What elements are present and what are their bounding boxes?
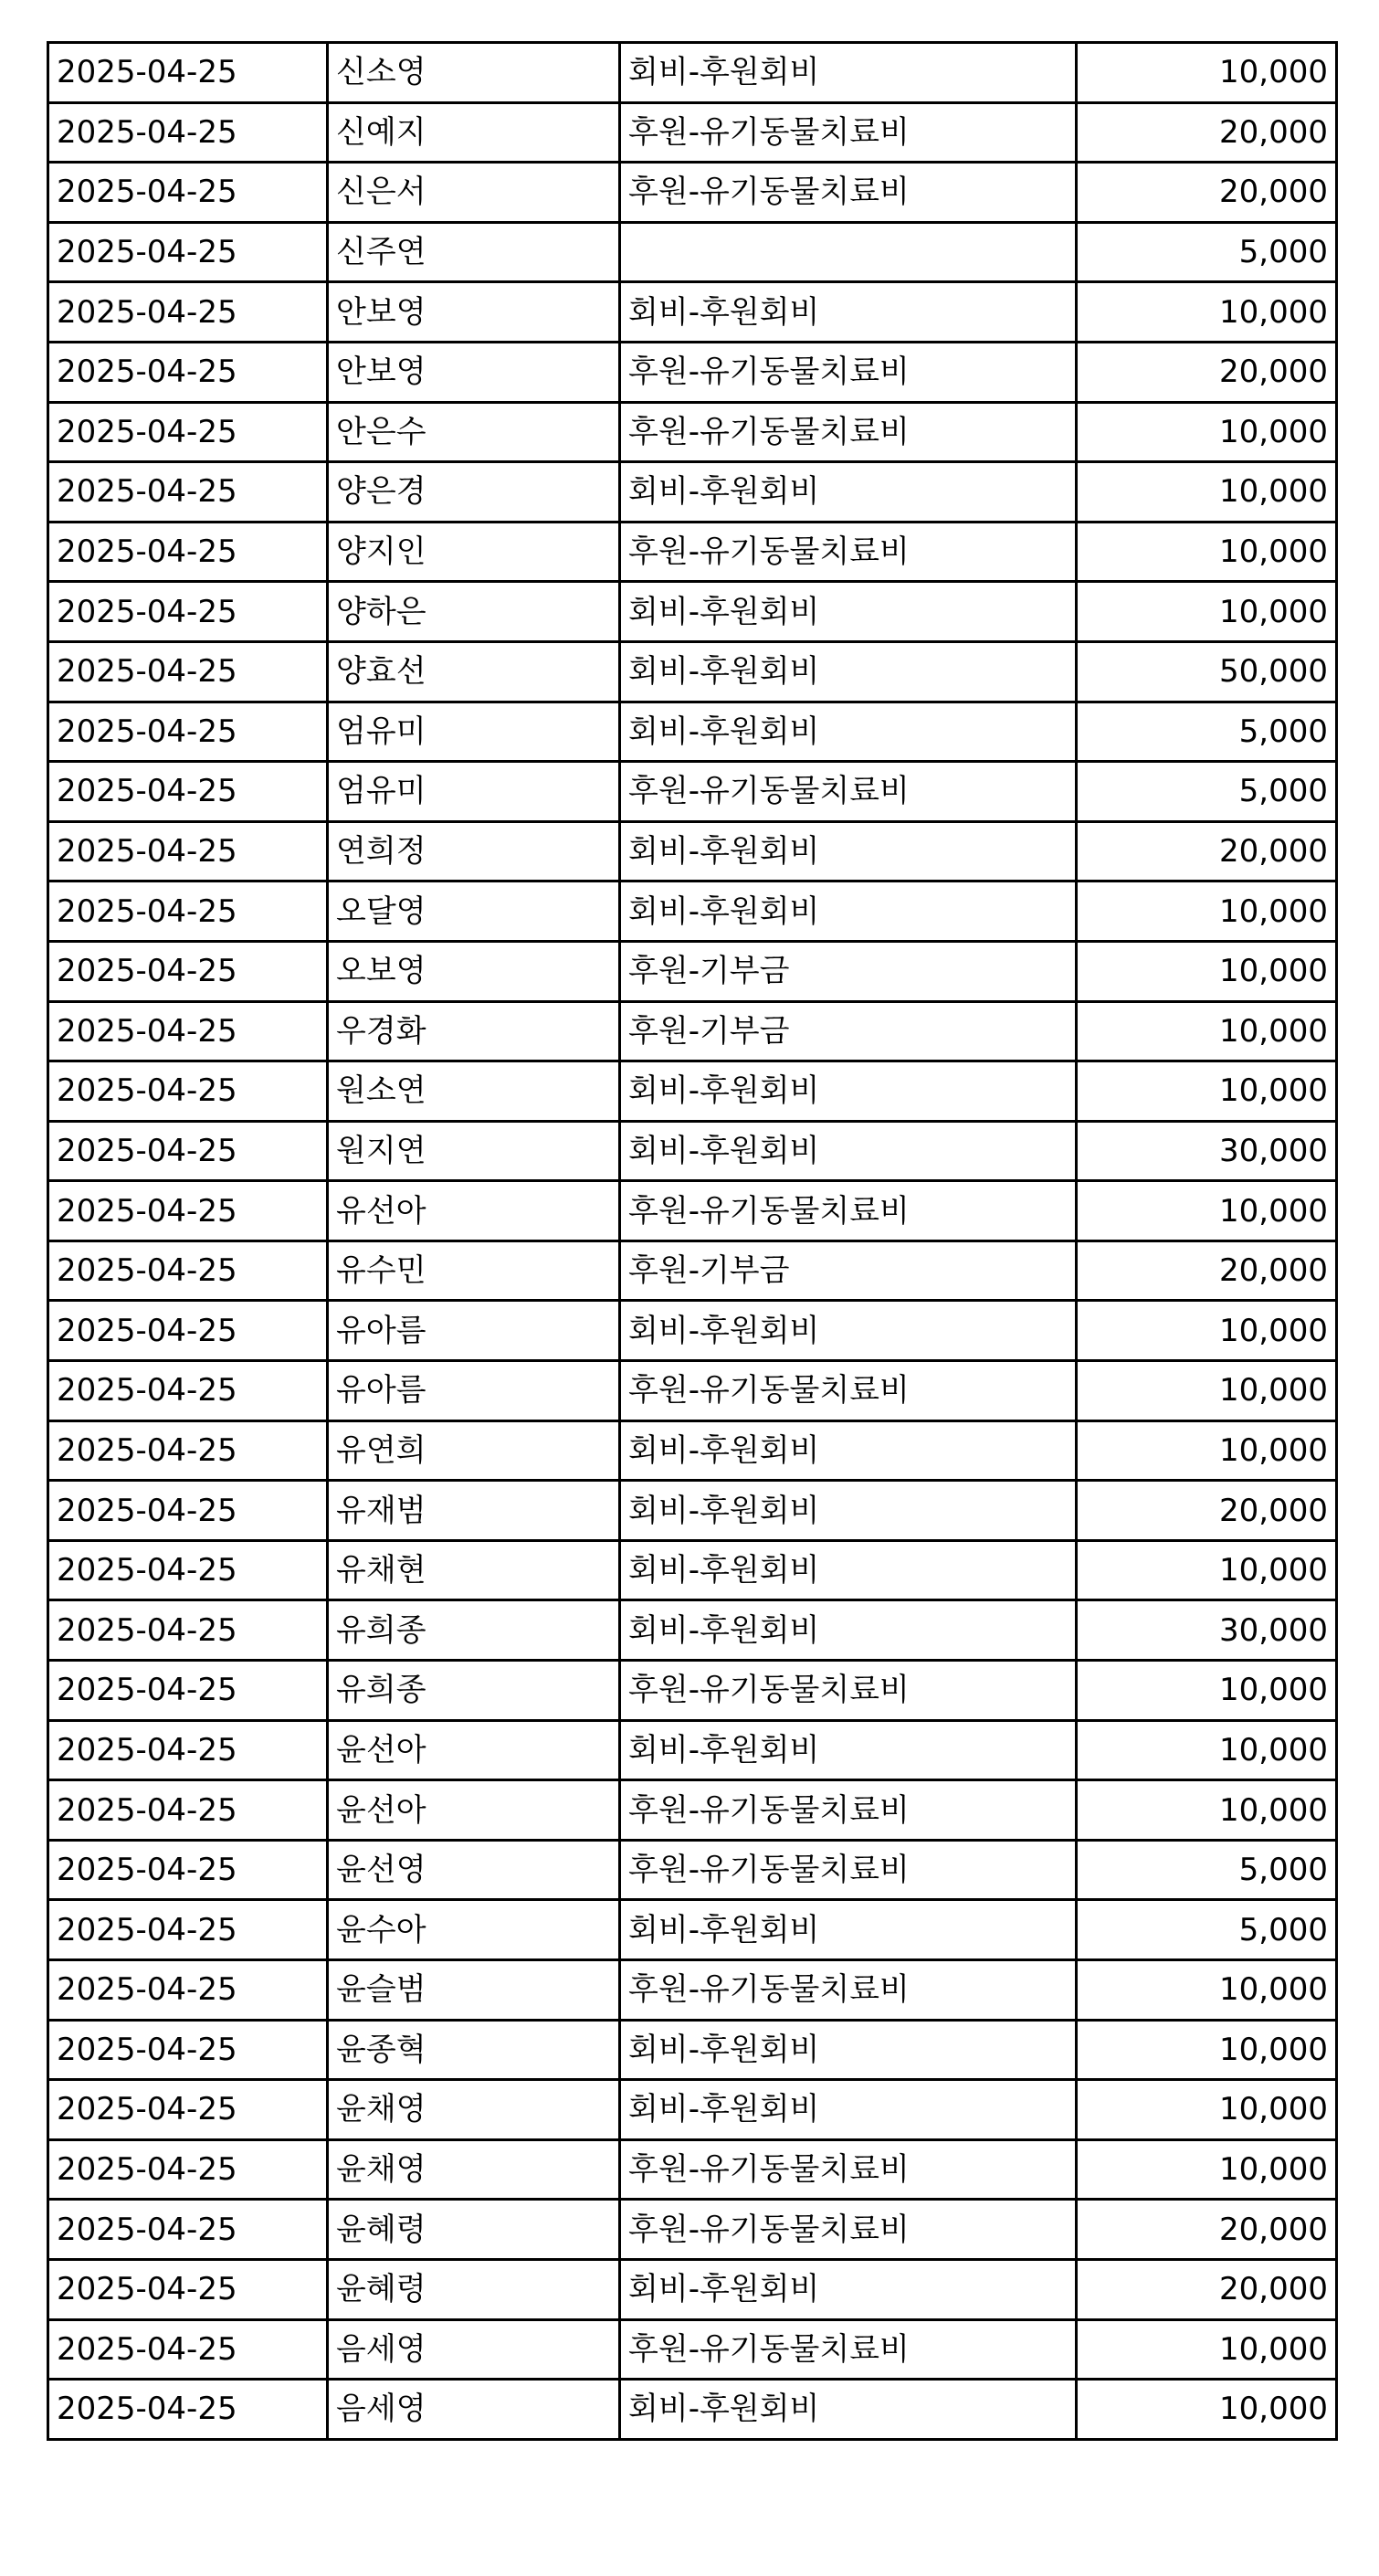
amount-cell: 10,000 — [1077, 402, 1337, 462]
category-cell: 회비-후원회비 — [620, 462, 1077, 523]
date-cell: 2025-04-25 — [48, 821, 328, 882]
name-cell: 유선아 — [328, 1181, 620, 1241]
category-cell: 회비-후원회비 — [620, 702, 1077, 762]
name-cell: 유희종 — [328, 1600, 620, 1661]
table-row — [48, 1121, 1337, 1181]
donation-ledger-table — [47, 41, 1338, 2441]
date-cell: 2025-04-25 — [48, 43, 328, 103]
date-cell: 2025-04-25 — [48, 462, 328, 523]
category-cell: 후원-유기동물치료비 — [620, 1780, 1077, 1841]
table-row — [48, 1061, 1337, 1122]
amount-cell: 5,000 — [1077, 762, 1337, 822]
date-cell: 2025-04-25 — [48, 702, 328, 762]
table-row — [48, 1840, 1337, 1900]
amount-cell: 10,000 — [1077, 2319, 1337, 2380]
category-cell: 후원-유기동물치료비 — [620, 2139, 1077, 2200]
amount-cell: 10,000 — [1077, 1420, 1337, 1481]
table-row — [48, 882, 1337, 942]
name-cell: 양지인 — [328, 522, 620, 582]
date-cell: 2025-04-25 — [48, 402, 328, 462]
date-cell: 2025-04-25 — [48, 282, 328, 343]
table-row — [48, 102, 1337, 163]
category-cell: 회비-후원회비 — [620, 1420, 1077, 1481]
date-cell: 2025-04-25 — [48, 342, 328, 402]
amount-cell: 10,000 — [1077, 522, 1337, 582]
table-row — [48, 762, 1337, 822]
table-row — [48, 222, 1337, 282]
category-cell: 후원-유기동물치료비 — [620, 522, 1077, 582]
category-cell: 회비-후원회비 — [620, 1540, 1077, 1600]
table-row — [48, 1240, 1337, 1301]
amount-cell: 5,000 — [1077, 1900, 1337, 1960]
date-cell: 2025-04-25 — [48, 2259, 328, 2319]
amount-cell: 10,000 — [1077, 1181, 1337, 1241]
amount-cell: 30,000 — [1077, 1121, 1337, 1181]
amount-cell: 10,000 — [1077, 941, 1337, 1001]
date-cell: 2025-04-25 — [48, 1001, 328, 1061]
name-cell: 신은서 — [328, 163, 620, 223]
table-row — [48, 1481, 1337, 1541]
amount-cell: 10,000 — [1077, 282, 1337, 343]
category-cell: 후원-유기동물치료비 — [620, 1840, 1077, 1900]
name-cell: 윤채영 — [328, 2080, 620, 2140]
table-row — [48, 2080, 1337, 2140]
date-cell: 2025-04-25 — [48, 1361, 328, 1421]
table-row — [48, 821, 1337, 882]
date-cell: 2025-04-25 — [48, 762, 328, 822]
table-row — [48, 641, 1337, 702]
category-cell: 회비-후원회비 — [620, 1061, 1077, 1122]
category-cell: 회비-후원회비 — [620, 821, 1077, 882]
amount-cell: 10,000 — [1077, 1720, 1337, 1780]
category-cell: 회비-후원회비 — [620, 2259, 1077, 2319]
table-row — [48, 1600, 1337, 1661]
category-cell: 후원-유기동물치료비 — [620, 762, 1077, 822]
date-cell: 2025-04-25 — [48, 222, 328, 282]
name-cell: 신예지 — [328, 102, 620, 163]
ledger-body — [48, 43, 1337, 2440]
table-row — [48, 1301, 1337, 1361]
category-cell: 회비-후원회비 — [620, 882, 1077, 942]
category-cell: 후원-유기동물치료비 — [620, 1181, 1077, 1241]
category-cell: 회비-후원회비 — [620, 1481, 1077, 1541]
table-row — [48, 941, 1337, 1001]
date-cell: 2025-04-25 — [48, 1121, 328, 1181]
name-cell: 양하은 — [328, 582, 620, 642]
amount-cell: 20,000 — [1077, 1240, 1337, 1301]
category-cell: 회비-후원회비 — [620, 1301, 1077, 1361]
date-cell: 2025-04-25 — [48, 941, 328, 1001]
date-cell: 2025-04-25 — [48, 2139, 328, 2200]
date-cell: 2025-04-25 — [48, 882, 328, 942]
category-cell: 회비-후원회비 — [620, 2020, 1077, 2080]
table-row — [48, 43, 1337, 103]
date-cell: 2025-04-25 — [48, 1181, 328, 1241]
table-row — [48, 282, 1337, 343]
name-cell: 양은경 — [328, 462, 620, 523]
date-cell: 2025-04-25 — [48, 102, 328, 163]
date-cell: 2025-04-25 — [48, 1960, 328, 2021]
amount-cell: 20,000 — [1077, 821, 1337, 882]
amount-cell: 10,000 — [1077, 43, 1337, 103]
category-cell — [620, 222, 1077, 282]
table-row — [48, 402, 1337, 462]
amount-cell: 10,000 — [1077, 2380, 1337, 2440]
name-cell: 윤선아 — [328, 1720, 620, 1780]
table-row — [48, 1540, 1337, 1600]
name-cell: 윤종혁 — [328, 2020, 620, 2080]
amount-cell: 10,000 — [1077, 2080, 1337, 2140]
table-row — [48, 2139, 1337, 2200]
name-cell: 양효선 — [328, 641, 620, 702]
category-cell: 회비-후원회비 — [620, 2080, 1077, 2140]
table-row — [48, 2020, 1337, 2080]
name-cell: 안보영 — [328, 282, 620, 343]
amount-cell: 10,000 — [1077, 2139, 1337, 2200]
category-cell: 회비-후원회비 — [620, 2380, 1077, 2440]
date-cell: 2025-04-25 — [48, 1720, 328, 1780]
table-row — [48, 1960, 1337, 2021]
amount-cell: 5,000 — [1077, 702, 1337, 762]
date-cell: 2025-04-25 — [48, 163, 328, 223]
name-cell: 윤채영 — [328, 2139, 620, 2200]
date-cell: 2025-04-25 — [48, 582, 328, 642]
table-row — [48, 2200, 1337, 2260]
table-row — [48, 1720, 1337, 1780]
amount-cell: 10,000 — [1077, 1061, 1337, 1122]
amount-cell: 20,000 — [1077, 163, 1337, 223]
amount-cell: 10,000 — [1077, 1661, 1337, 1721]
amount-cell: 20,000 — [1077, 2200, 1337, 2260]
name-cell: 음세영 — [328, 2380, 620, 2440]
category-cell: 후원-유기동물치료비 — [620, 1661, 1077, 1721]
date-cell: 2025-04-25 — [48, 2020, 328, 2080]
category-cell: 후원-유기동물치료비 — [620, 102, 1077, 163]
category-cell: 후원-유기동물치료비 — [620, 2319, 1077, 2380]
category-cell: 회비-후원회비 — [620, 282, 1077, 343]
name-cell: 안은수 — [328, 402, 620, 462]
category-cell: 후원-유기동물치료비 — [620, 163, 1077, 223]
name-cell: 오달영 — [328, 882, 620, 942]
table-row — [48, 702, 1337, 762]
amount-cell: 20,000 — [1077, 1481, 1337, 1541]
name-cell: 유재범 — [328, 1481, 620, 1541]
table-row — [48, 462, 1337, 523]
amount-cell: 5,000 — [1077, 222, 1337, 282]
name-cell: 윤슬범 — [328, 1960, 620, 2021]
amount-cell: 50,000 — [1077, 641, 1337, 702]
date-cell: 2025-04-25 — [48, 1061, 328, 1122]
date-cell: 2025-04-25 — [48, 1840, 328, 1900]
amount-cell: 20,000 — [1077, 342, 1337, 402]
name-cell: 원지연 — [328, 1121, 620, 1181]
amount-cell: 30,000 — [1077, 1600, 1337, 1661]
name-cell: 연희정 — [328, 821, 620, 882]
date-cell: 2025-04-25 — [48, 522, 328, 582]
name-cell: 음세영 — [328, 2319, 620, 2380]
category-cell: 후원-유기동물치료비 — [620, 1361, 1077, 1421]
amount-cell: 10,000 — [1077, 1361, 1337, 1421]
amount-cell: 10,000 — [1077, 1960, 1337, 2021]
date-cell: 2025-04-25 — [48, 1780, 328, 1841]
name-cell: 원소연 — [328, 1061, 620, 1122]
name-cell: 유연희 — [328, 1420, 620, 1481]
category-cell: 회비-후원회비 — [620, 582, 1077, 642]
name-cell: 유아름 — [328, 1301, 620, 1361]
category-cell: 후원-기부금 — [620, 941, 1077, 1001]
date-cell: 2025-04-25 — [48, 2200, 328, 2260]
amount-cell: 20,000 — [1077, 102, 1337, 163]
name-cell: 신소영 — [328, 43, 620, 103]
category-cell: 회비-후원회비 — [620, 641, 1077, 702]
date-cell: 2025-04-25 — [48, 2080, 328, 2140]
name-cell: 윤선아 — [328, 1780, 620, 1841]
table-row — [48, 1900, 1337, 1960]
amount-cell: 10,000 — [1077, 1001, 1337, 1061]
amount-cell: 10,000 — [1077, 2020, 1337, 2080]
date-cell: 2025-04-25 — [48, 1661, 328, 1721]
name-cell: 오보영 — [328, 941, 620, 1001]
date-cell: 2025-04-25 — [48, 1540, 328, 1600]
date-cell: 2025-04-25 — [48, 1420, 328, 1481]
date-cell: 2025-04-25 — [48, 1600, 328, 1661]
name-cell: 신주연 — [328, 222, 620, 282]
amount-cell: 10,000 — [1077, 1780, 1337, 1841]
table-row — [48, 342, 1337, 402]
category-cell: 회비-후원회비 — [620, 1600, 1077, 1661]
table-row — [48, 2319, 1337, 2380]
date-cell: 2025-04-25 — [48, 2380, 328, 2440]
name-cell: 엄유미 — [328, 762, 620, 822]
table-row — [48, 1001, 1337, 1061]
amount-cell: 5,000 — [1077, 1840, 1337, 1900]
category-cell: 회비-후원회비 — [620, 43, 1077, 103]
name-cell: 유수민 — [328, 1240, 620, 1301]
category-cell: 후원-기부금 — [620, 1001, 1077, 1061]
name-cell: 우경화 — [328, 1001, 620, 1061]
category-cell: 후원-유기동물치료비 — [620, 402, 1077, 462]
amount-cell: 10,000 — [1077, 582, 1337, 642]
table-row — [48, 582, 1337, 642]
date-cell: 2025-04-25 — [48, 641, 328, 702]
name-cell: 윤혜령 — [328, 2200, 620, 2260]
name-cell: 유아름 — [328, 1361, 620, 1421]
category-cell: 후원-유기동물치료비 — [620, 1960, 1077, 2021]
category-cell: 후원-기부금 — [620, 1240, 1077, 1301]
amount-cell: 10,000 — [1077, 1540, 1337, 1600]
name-cell: 윤선영 — [328, 1840, 620, 1900]
date-cell: 2025-04-25 — [48, 1481, 328, 1541]
table-row — [48, 1780, 1337, 1841]
name-cell: 유희종 — [328, 1661, 620, 1721]
amount-cell: 10,000 — [1077, 462, 1337, 523]
date-cell: 2025-04-25 — [48, 2319, 328, 2380]
category-cell: 후원-유기동물치료비 — [620, 342, 1077, 402]
date-cell: 2025-04-25 — [48, 1240, 328, 1301]
category-cell: 회비-후원회비 — [620, 1121, 1077, 1181]
date-cell: 2025-04-25 — [48, 1301, 328, 1361]
name-cell: 윤혜령 — [328, 2259, 620, 2319]
category-cell: 후원-유기동물치료비 — [620, 2200, 1077, 2260]
table-row — [48, 1361, 1337, 1421]
table-row — [48, 163, 1337, 223]
amount-cell: 10,000 — [1077, 1301, 1337, 1361]
name-cell: 유채현 — [328, 1540, 620, 1600]
date-cell: 2025-04-25 — [48, 1900, 328, 1960]
category-cell: 회비-후원회비 — [620, 1900, 1077, 1960]
name-cell: 안보영 — [328, 342, 620, 402]
amount-cell: 10,000 — [1077, 882, 1337, 942]
table-row — [48, 1181, 1337, 1241]
table-row — [48, 2259, 1337, 2319]
table-row — [48, 2380, 1337, 2440]
table-row — [48, 1420, 1337, 1481]
table-row — [48, 1661, 1337, 1721]
name-cell: 윤수아 — [328, 1900, 620, 1960]
name-cell: 엄유미 — [328, 702, 620, 762]
category-cell: 회비-후원회비 — [620, 1720, 1077, 1780]
amount-cell: 20,000 — [1077, 2259, 1337, 2319]
table-row — [48, 522, 1337, 582]
